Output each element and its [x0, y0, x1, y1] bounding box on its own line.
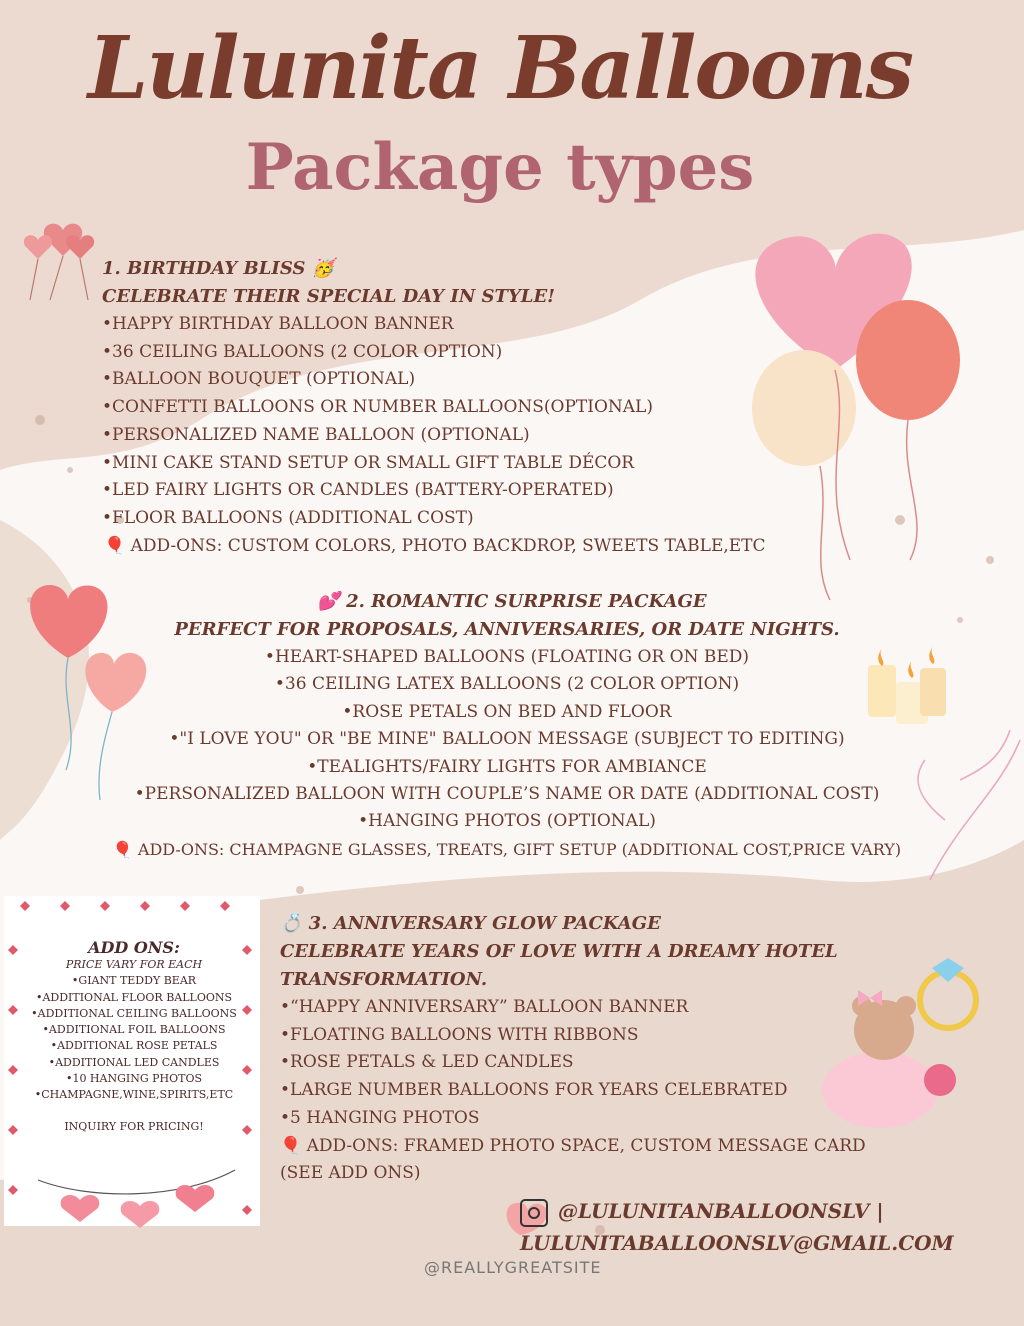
- list-item: •ADDITIONAL CEILING BALLOONS: [31, 1006, 237, 1020]
- anniversary-section: [280, 910, 940, 1188]
- list-item: •36 CEILING LATEX BALLOONS (2 COLOR OPTION): [274, 674, 740, 695]
- addons-box: [14, 900, 254, 1220]
- contact-block: [520, 1195, 1020, 1259]
- list-item: •10 HANGING PHOTOS: [65, 1072, 203, 1086]
- list-item: •CHAMPAGNE,WINE,SPIRITS,ETC: [34, 1088, 234, 1102]
- addons-subheading: PRICE VARY FOR EACH: [65, 958, 203, 971]
- anniversary-addons: 🎈 ADD-ONS: FRAMED PHOTO SPACE, CUSTOM MESSAGE CARD (SEE ADD ONS): [280, 1135, 866, 1184]
- email-link[interactable]: LULUNITABALLOONSLV@GMAIL.COM: [520, 1231, 954, 1255]
- list-item: •"I LOVE YOU" OR "BE MINE" BALLOON MESSAGE (SUBJECT TO EDITING): [169, 729, 845, 750]
- list-item: •ADDITIONAL FLOOR BALLOONS: [35, 990, 233, 1004]
- page-title: Lulunita Balloons: [87, 18, 913, 119]
- list-item: •LARGE NUMBER BALLOONS FOR YEARS CELEBRATED: [280, 1080, 788, 1101]
- list-item: •CONFETTI BALLOONS OR NUMBER BALLOONS(OPTIONAL): [102, 397, 653, 418]
- romantic-tagline: PERFECT FOR PROPOSALS, ANNIVERSARIES, OR DATE NIGHTS.: [174, 619, 840, 640]
- list-item: •HAPPY BIRTHDAY BALLOON BANNER: [102, 314, 454, 334]
- list-item: •BALLOON BOUQUET (OPTIONAL): [102, 369, 416, 390]
- list-item: •ADDITIONAL FOIL BALLOONS: [42, 1023, 226, 1037]
- list-item: •5 HANGING PHOTOS: [280, 1107, 480, 1128]
- list-item: •PERSONALIZED BALLOON WITH COUPLE’S NAME OR DATE (ADDITIONAL COST): [134, 784, 880, 805]
- list-item: •HANGING PHOTOS (OPTIONAL): [358, 811, 656, 832]
- list-item: •ADDITIONAL ROSE PETALS: [50, 1039, 218, 1053]
- page-subtitle: Package types: [245, 130, 755, 205]
- list-item: •ROSE PETALS & LED CANDLES: [280, 1052, 574, 1073]
- instagram-icon: [520, 1199, 548, 1227]
- instagram-handle[interactable]: [520, 1195, 1020, 1227]
- list-item: •36 CEILING BALLOONS (2 COLOR OPTION): [102, 341, 503, 362]
- list-item: •GIANT TEDDY BEAR: [71, 974, 197, 988]
- romantic-heading: 💕 2. ROMANTIC SURPRISE PACKAGE: [317, 591, 707, 612]
- romantic-section: [0, 588, 1014, 863]
- list-item: •TEALIGHTS/FAIRY LIGHTS FOR AMBIANCE: [307, 756, 707, 777]
- list-item: •ADDITIONAL LED CANDLES: [48, 1055, 220, 1069]
- list-item: •“HAPPY ANNIVERSARY” BALLOON BANNER: [280, 997, 689, 1017]
- list-item: •FLOOR BALLOONS (ADDITIONAL COST): [102, 507, 474, 528]
- website-text: @REALLYGREATSITE: [424, 1258, 602, 1277]
- inquiry-note: INQUIRY FOR PRICING!: [64, 1119, 204, 1133]
- anniversary-heading: 💍 3. ANNIVERSARY GLOW PACKAGE: [280, 913, 661, 934]
- romantic-addons: 🎈 ADD-ONS: CHAMPAGNE GLASSES, TREATS, GIFT SETUP (ADDITIONAL COST,PRICE VARY): [112, 839, 902, 859]
- birthday-section: [102, 255, 822, 560]
- instagram-handle-text: @LULUNITANBALLOONSLV |: [558, 1199, 884, 1223]
- list-item: •HEART-SHAPED BALLOONS (FLOATING OR ON BED): [264, 647, 750, 667]
- addons-heading: ADD ONS:: [88, 938, 180, 957]
- list-item: •PERSONALIZED NAME BALLOON (OPTIONAL): [102, 424, 530, 445]
- list-item: •ROSE PETALS ON BED AND FLOOR: [342, 701, 672, 722]
- birthday-addons: 🎈 ADD-ONS: CUSTOM COLORS, PHOTO BACKDROP, SWEETS TABLE,ETC: [104, 535, 766, 556]
- list-item: •FLOATING BALLOONS WITH RIBBONS: [280, 1024, 639, 1045]
- birthday-heading-text: 1. BIRTHDAY BLISS: [102, 258, 306, 279]
- birthday-tagline: CELEBRATE THEIR SPECIAL DAY IN STYLE!: [102, 286, 556, 307]
- party-face-icon: 🥳: [311, 258, 335, 279]
- list-item: •MINI CAKE STAND SETUP OR SMALL GIFT TABLE DÉCOR: [102, 452, 635, 473]
- list-item: •LED FAIRY LIGHTS OR CANDLES (BATTERY-OPERATED): [102, 480, 614, 501]
- birthday-heading: [102, 255, 822, 283]
- anniversary-tagline: CELEBRATE YEARS OF LOVE WITH A DREAMY HOTEL TRANSFORMATION.: [280, 941, 838, 990]
